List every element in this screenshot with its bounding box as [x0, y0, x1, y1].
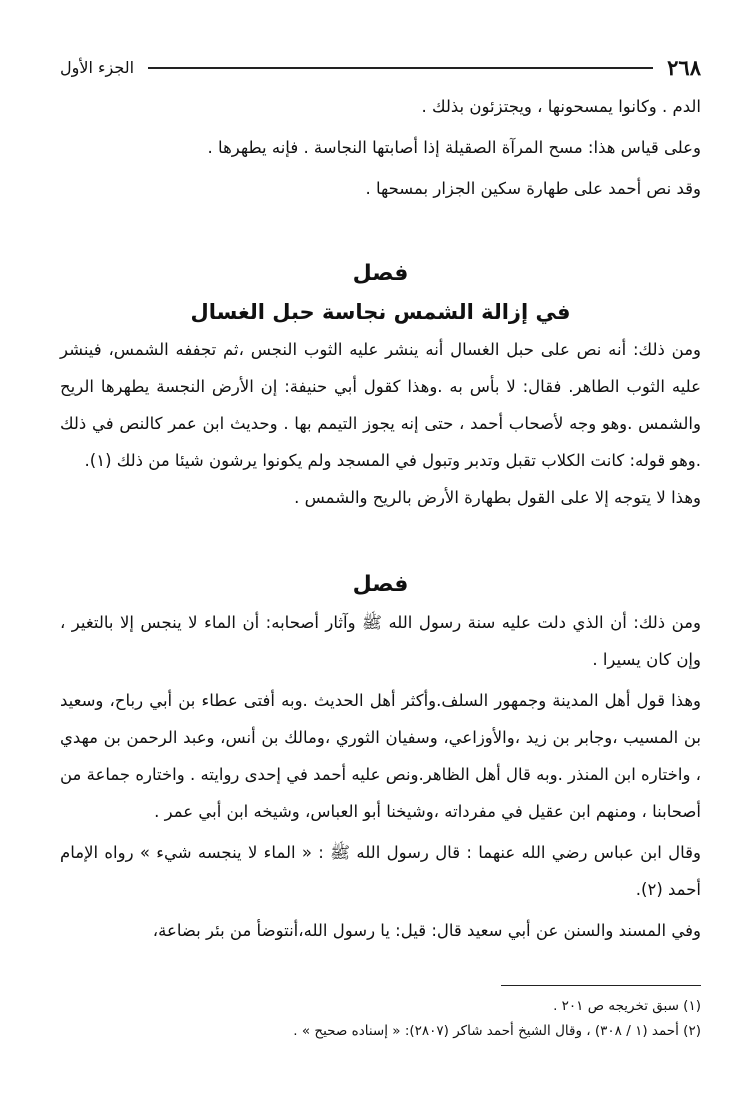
footnote: (٢) أحمد (١ / ٣٠٨) ، وقال الشيخ أحمد شاكر (٢٨٠٧): « إسناده صحيح » . — [293, 1023, 701, 1039]
paragraph: ومن ذلك: أنه نص على حبل الغسال أنه ينشر عليه الثوب النجس ،ثم تجففه الشمس، فينشر عليه الثوب الطاهر. فقال: لا بأس به .وهذا كقول أبي حنيفة: إن الأرض النجسة يطهرها الريح والشمس .وهو وجه لأصحاب أحمد ، حتى إنه يجوز التيمم بها . وحديث ابن عمر كالنص في ذلك .وهو قوله: كانت الكلاب تقبل وتدبر وتبول في المسجد ولم يكونوا يرشون شيئا من ذلك (١). — [60, 340, 701, 470]
section-subheading: في إزالة الشمس نجاسة حبل الغسال — [190, 300, 571, 324]
footnote-rule — [501, 985, 701, 986]
paragraph: وهذا قول أهل المدينة وجمهور السلف.وأكثر أهل الحديث .وبه أفتى عطاء بن أبي رباح، وسعيد بن المسيب ،وجابر بن زيد ،والأوزاعي، وسفيان الثوري ،ومالك بن أنس، وعبد الرحمن بن مهدي ، واختاره ابن المنذر .وبه قال أهل الظاهر.ونص عليه أحمد في إحدى روايته . واختاره جماعة من أصحابنا ، ومنهم ابن عقيل في مفرداته ،وشيخنا أبو العباس، وشيخه ابن أبي عمر . — [60, 691, 701, 821]
book-page — [60, 0, 701, 1100]
paragraph: وعلى قياس هذا: مسح المرآة الصقيلة إذا أصابتها النجاسة . فإنه يطهرها . — [207, 138, 701, 157]
footnote: (١) سبق تخريجه ص ٢٠١ . — [553, 998, 701, 1014]
page-header — [60, 52, 701, 82]
paragraph: ومن ذلك: أن الذي دلت عليه سنة رسول الله ﷺ وآثار أصحابه: أن الماء لا ينجس إلا بالتغير ، وإن كان يسيرا . — [60, 613, 701, 669]
paragraph: الدم . وكانوا يمسحونها ، ويجتزئون بذلك . — [421, 97, 701, 116]
paragraph: وهذا لا يتوجه إلا على القول بطهارة الأرض بالريح والشمس . — [294, 488, 701, 507]
paragraph: وقال ابن عباس رضي الله عنهما : قال رسول الله ﷺ : « الماء لا ينجسه شيء » رواه الإمام أحمد (٢). — [60, 843, 701, 899]
volume-title: الجزء الأول — [60, 57, 135, 77]
page-number: ٢٦٨ — [667, 54, 701, 80]
header-rule — [148, 67, 653, 69]
paragraph: وقد نص أحمد على طهارة سكين الجزار بمسحها . — [365, 179, 701, 198]
paragraph: وفي المسند والسنن عن أبي سعيد قال: قيل: يا رسول الله،أنتوضأ من بئر بضاعة، — [152, 921, 701, 940]
footnotes — [60, 985, 701, 1044]
section-heading: فصل — [352, 572, 409, 597]
section-heading: فصل — [352, 261, 409, 286]
page-body — [60, 88, 701, 949]
